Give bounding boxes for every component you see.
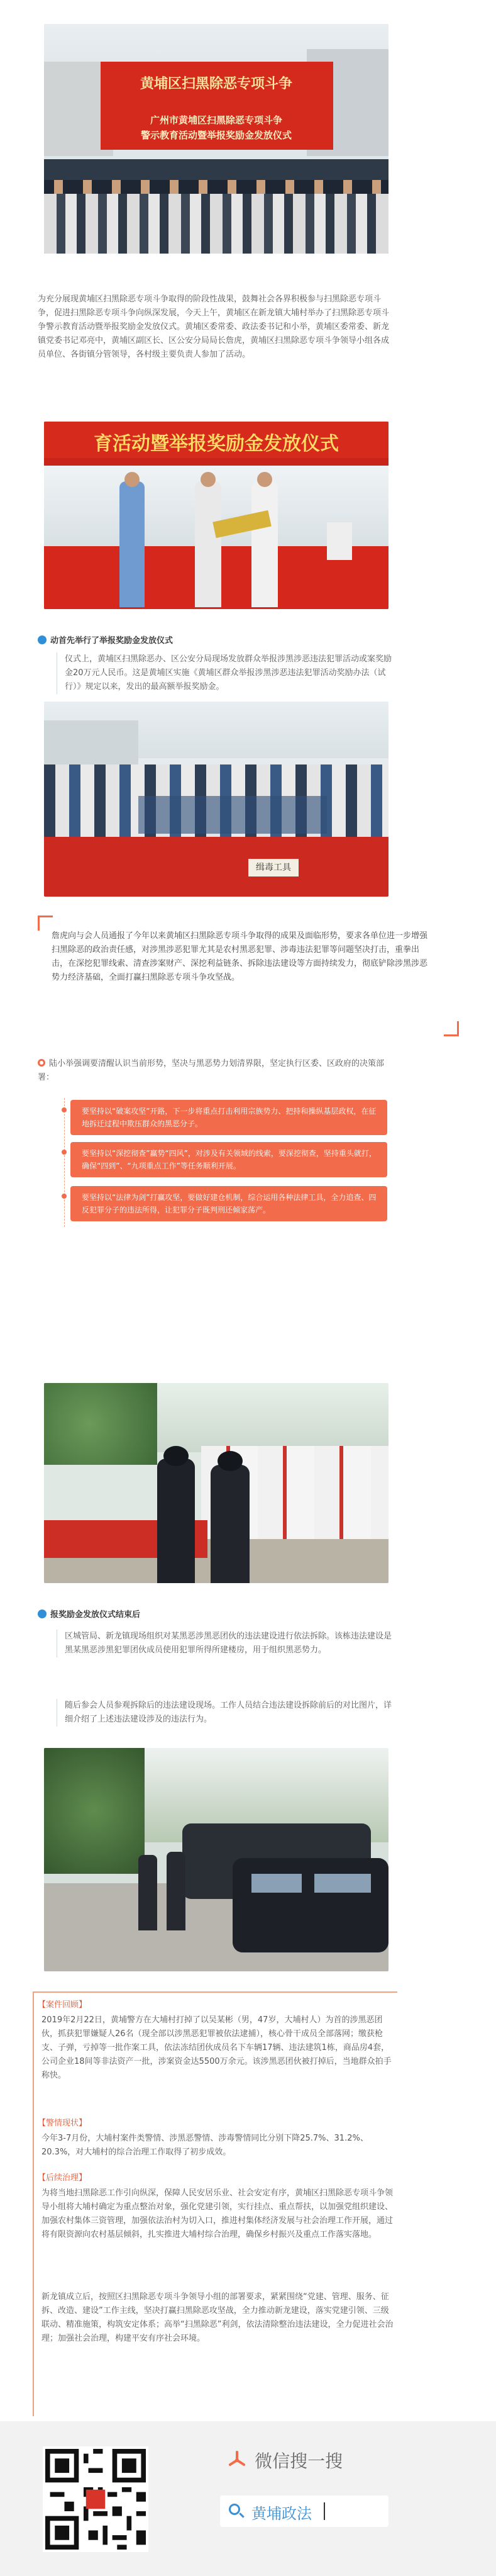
ceremony-photo — [44, 24, 389, 254]
section2-title: 报奖励金发放仪式结束后 — [38, 1608, 140, 1620]
vehicles-photo — [44, 1748, 389, 1971]
intro-paragraph: 为充分展现黄埔区扫黑除恶专项斗争取得的阶段性战果，鼓舞社会各界积极参与扫黑除恶专项斗争，促进扫黑除恶专项斗争向纵深发展，今天上午，黄埔区在新龙镇大埔村举办了扫黑除恶专项斗争警示教育活动暨举报奖励金发放仪式。黄埔区委常委、政法委书记和小举，黄埔区委常委、新龙镇党委书记邓亮中，黄埔区副区长、区公安分局局长詹虎，黄埔区扫黑除恶专项斗争领导小组各成员单位、各街镇分管领导，各村级主要负责人参加了活动。 — [38, 294, 390, 359]
wechat-search-icon — [226, 2450, 248, 2471]
followup-title: 【后续治理】 — [38, 2173, 87, 2183]
speech-item: 要坚持以“法律为剑”打赢攻坚，要做好建仓机制，综合运用各种法律工具，全力追查、四反犯罪分子的违法所得，让犯罪分子既判刑还倾家荡产。 — [70, 1186, 387, 1221]
wechat-search-logo — [226, 2448, 343, 2473]
banner-line1: 黄埔区扫黑除恶专项斗争 — [140, 76, 292, 92]
quote-text: 詹虎向与会人员通报了今年以来黄埔区扫黑除恶专项斗争取得的成果及面临形势，要求各单位进一步增强扫黑除恶的政治责任感，对涉黑涉恶犯罪尤其是农村黑恶犯罪、涉毒违法犯罪等问题坚决打击，重拳出击，在深挖犯罪线索、清查涉案财产、深挖利益链条、拆除违法建设等方面持续发力，彻底铲除涉黑涉恶势力经济基础，全面打赢扫黑除恶专项斗争攻坚战。 — [52, 931, 428, 982]
wechat-search-label: 微信搜一搜 — [255, 2451, 343, 2472]
section1-body: 仪式上，黄埔区扫黑除恶办、区公安分局现场发放群众举报涉黑涉恶违法犯罪活动或案奖励金20万元人民币。这是黄埔区实施《黄埔区群众举报涉黑涉恶违法犯罪活动奖励办法（试行）》规定以来，发出的最高额举报奖励金。 — [57, 652, 396, 694]
speech-timeline-line — [64, 1098, 65, 1227]
officers-photo — [44, 1383, 389, 1583]
police-status-body: 今年3-7月份，大埔村案件类警情、涉黑恶警情、涉毒警情同比分别下降25.7%、31.2%、20.3%，对大埔村的综合治理工作取得了初步成效。 — [41, 2134, 368, 2157]
banner-line2: 广州市黄埔区扫黑除恶专项斗争 — [150, 115, 282, 126]
speech-item: 要坚持以“破案攻坚”开路，下一步将重点打击利用宗族势力、把持和操纵基层政权，在征地拆迁过程中欺压群众的黑恶分子。 — [70, 1100, 387, 1135]
speech-marker-icon — [38, 1059, 45, 1067]
display-photo — [44, 702, 389, 897]
section2-body2: 随后参会人员参观拆除后的违法建设现场。工作人员结合违法建设拆除前后的对比图片，详细介绍了上述违法建设涉及的违法行为。 — [57, 1699, 396, 1727]
qr-code[interactable] — [43, 2446, 148, 2552]
case-review-title: 【案件回顾】 — [38, 2000, 87, 2010]
award-banner: 育活动暨举报奖励金发放仪式 — [94, 433, 339, 455]
summary-quote — [38, 916, 459, 1036]
followup-body: 为将当地扫黑除恶工作引向纵深，保障人民安居乐业、社会安定有序，黄埔区扫黑除恶专项斗争领导小组将大埔村确定为重点整治对象，强化党建引领，实行挂点、重点帮扶，以加强党组织建设、加强农村集体三资管理，加强依法治村为切入口，推进村集体经济发展与社会治理工作开展，通过将有限资源向农村基层倾斜，扎实推进大埔村综合治理，确保乡村振兴及重点工作落实落地。 — [41, 2188, 394, 2239]
search-box[interactable] — [220, 2495, 389, 2527]
police-status-title: 【警情现状】 — [38, 2119, 87, 2128]
banner-line3: 警示教育活动暨举报奖励金发放仪式 — [140, 130, 292, 141]
section1-title: 动首先举行了举报奖励金发放仪式 — [38, 634, 173, 646]
tools-sign: 缉毒工具 — [248, 859, 299, 876]
search-text: 黄埔政法 — [251, 2505, 312, 2523]
case-review-body: 2019年2月22日，黄埔警方在大埔村打掉了以吴某彬（男，47岁，大埔村人）为首的涉黑恶团伙，抓获犯罪嫌疑人26名（现全部以涉黑恶犯罪被依法逮捕），核心骨干成员全部落网；缴获枪支、子弹，亏掉等一批作案工具，依法冻结团伙成员名下车辆17辆、违法建筑1栋，商品房4套，公司企业18间等非法资产一批，涉案资金达5500万余元。该涉黑恶团伙被打掉后，当地群众拍手称快。 — [41, 2015, 392, 2080]
search-icon — [229, 2504, 240, 2515]
award-photo — [44, 422, 389, 609]
speech-item: 要坚持以“深挖彻查”赢势“四风”，对涉及有关领域的线索，要深挖彻查，坚持重头就打，确保“四到”、“九项重点工作”等任务顺利开展。 — [70, 1142, 387, 1177]
section-marker-icon — [38, 1610, 47, 1618]
search-caret — [324, 2502, 325, 2520]
search-icon-handle — [239, 2512, 244, 2517]
qr-code-icon — [45, 2449, 146, 2550]
town-body: 新龙镇成立后，按照区扫黑除恶专项斗争领导小组的部署要求，紧紧围绕“党建、管理、服务、征拆、改造、建设”工作主线，坚决打赢扫黑除恶攻坚战，全力推动新龙建设，落实党建引领、三级联动、精准施策，构筑安定体系；高举“扫黑除恶”利剑，依法清除整治违法建设，全力促进社会治理；加强社会治理，构建平安有序社会环境。 — [41, 2292, 394, 2343]
footer — [0, 2421, 496, 2576]
speech-lead: 陆小举强调要清醒认识当前形势，坚决与黑恶势力划清界限，坚定执行区委、区政府的决策部署： — [38, 1059, 385, 1082]
section-marker-icon — [38, 636, 47, 644]
section2-body1: 区城管局、新龙镇现场组织对某黑恶涉黑恶团伙的违法建设进行依法拆除。该栋违法建设是黑某黑恶涉黑犯罪团伙成员使用犯罪所得所建楼房，用于组织黑恶势力。 — [57, 1630, 396, 1657]
